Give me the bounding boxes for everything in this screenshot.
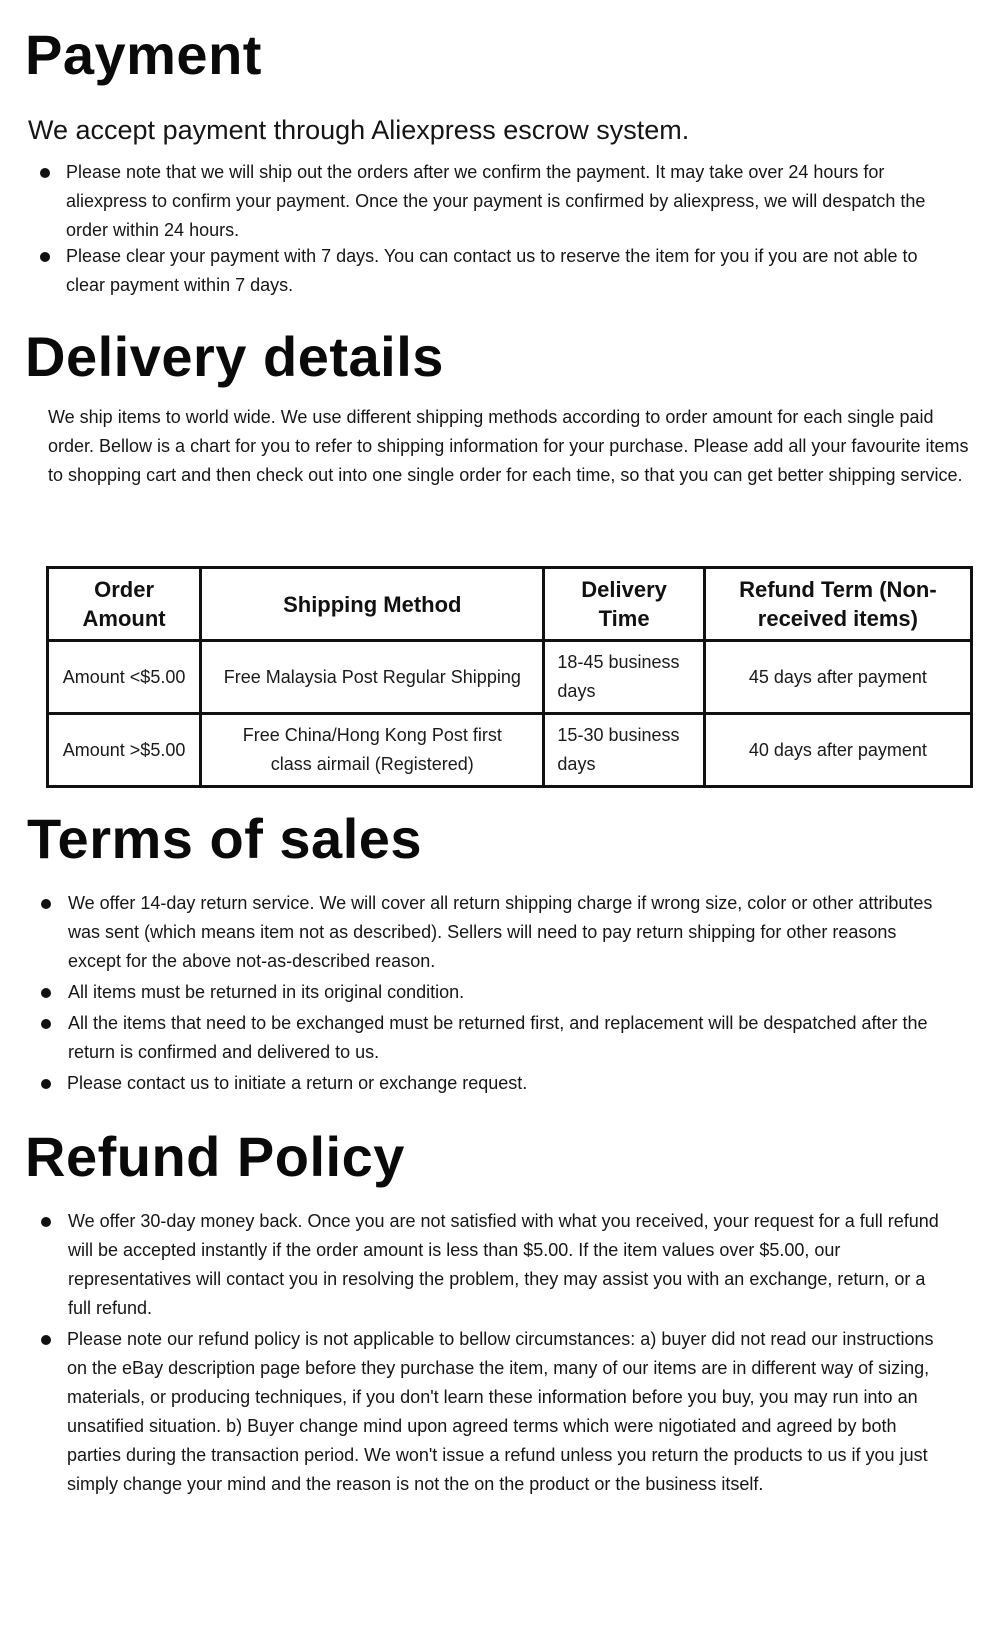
bullet-icon bbox=[40, 252, 50, 262]
terms-bullet-text: All items must be returned in its original condition. bbox=[68, 982, 465, 1002]
refund-bullet bbox=[0, 1325, 1001, 1499]
header-shipping-method: Shipping Method bbox=[201, 568, 544, 641]
payment-bullet bbox=[0, 242, 1001, 300]
table-cell: Amount >$5.00 bbox=[48, 714, 201, 787]
terms-bullet-text: All the items that need to be exchanged must be returned first, and replacement will be despatched after the return is confirmed and delivered to us. bbox=[68, 1013, 928, 1062]
header-refund-term: Refund Term (Non-received items) bbox=[704, 568, 971, 641]
terms-heading: Terms of sales bbox=[27, 807, 423, 870]
header-delivery-time: Delivery Time bbox=[544, 568, 704, 641]
refund-bullet-text: Please note our refund policy is not applicable to bellow circumstances: a) buyer did not read our instructions on the eBay description page before they purchase the item, many of our items are in different way of sizing, materials, or producing techniques, if you don't learn these information before you buy, you may run into an unsatified situation. b) Buyer change mind upon agreed terms which were nigotiated and agreed by both parties during the transaction period. We won't issue a refund unless you return the products to us if you just simply change your mind and the reason is not the on the product or the business itself. bbox=[67, 1329, 934, 1494]
table-cell: Amount <$5.00 bbox=[48, 641, 201, 714]
bullet-icon bbox=[40, 168, 50, 178]
payment-bullet-list bbox=[0, 158, 1001, 300]
delivery-heading: Delivery details bbox=[25, 325, 444, 388]
terms-bullet bbox=[0, 1069, 1001, 1098]
refund-bullet-list bbox=[0, 1207, 1001, 1499]
bullet-icon bbox=[41, 899, 51, 909]
terms-bullet bbox=[0, 1009, 1001, 1067]
bullet-icon bbox=[41, 1217, 51, 1227]
payment-subtitle: We accept payment through Aliexpress escrow system. bbox=[28, 115, 690, 145]
table-cell: 40 days after payment bbox=[704, 714, 971, 787]
bullet-icon bbox=[41, 1079, 51, 1089]
header-order-amount: Order Amount bbox=[48, 568, 201, 641]
table-cell: 18-45 business days bbox=[544, 641, 704, 714]
table-cell: Free Malaysia Post Regular Shipping bbox=[201, 641, 544, 714]
table-cell: 15-30 business days bbox=[544, 714, 704, 787]
payment-bullet-text: Please clear your payment with 7 days. You can contact us to reserve the item for you if you are not able to clear payment within 7 days. bbox=[66, 246, 918, 295]
table-header-row bbox=[48, 568, 972, 641]
refund-bullet bbox=[0, 1207, 1001, 1323]
terms-bullet bbox=[0, 889, 1001, 976]
delivery-intro: We ship items to world wide. We use different shipping methods according to order amount for each single paid order. Bellow is a chart for you to refer to shipping information for your purchase. Please add all your favourite items to shopping cart and then check out into one single order for each time, so that you can get better shipping service. bbox=[48, 407, 969, 485]
bullet-icon bbox=[41, 988, 51, 998]
bullet-icon bbox=[41, 1335, 51, 1345]
payment-bullet bbox=[0, 158, 1001, 245]
shipping-table bbox=[46, 566, 973, 788]
terms-bullet-text: We offer 14-day return service. We will cover all return shipping charge if wrong size, color or other attributes was sent (which means item not as described). Sellers will need to pay return shipping for other reasons except for the above not-as-described reason. bbox=[68, 893, 933, 971]
terms-bullet-list bbox=[0, 889, 1001, 1098]
payment-bullet-text: Please note that we will ship out the orders after we confirm the payment. It may take over 24 hours for aliexpress to confirm your payment. Once the your payment is confirmed by aliexpress, we will despatch the order within 24 hours. bbox=[66, 162, 926, 240]
table-cell: Free China/Hong Kong Post first class airmail (Registered) bbox=[201, 714, 544, 787]
refund-bullet-text: We offer 30-day money back. Once you are not satisfied with what you received, your request for a full refund will be accepted instantly if the order amount is less than $5.00. If the item values over $5.00, our representatives will contact you in resolving the problem, they may assist you with an exchange, return, or a full refund. bbox=[68, 1211, 939, 1318]
table-cell: 45 days after payment bbox=[704, 641, 971, 714]
terms-bullet bbox=[0, 978, 1001, 1007]
payment-heading: Payment bbox=[25, 23, 262, 86]
bullet-icon bbox=[41, 1019, 51, 1029]
terms-bullet-text: Please contact us to initiate a return or exchange request. bbox=[67, 1073, 528, 1093]
table-row bbox=[48, 714, 972, 787]
table-row bbox=[48, 641, 972, 714]
refund-heading: Refund Policy bbox=[25, 1125, 405, 1188]
